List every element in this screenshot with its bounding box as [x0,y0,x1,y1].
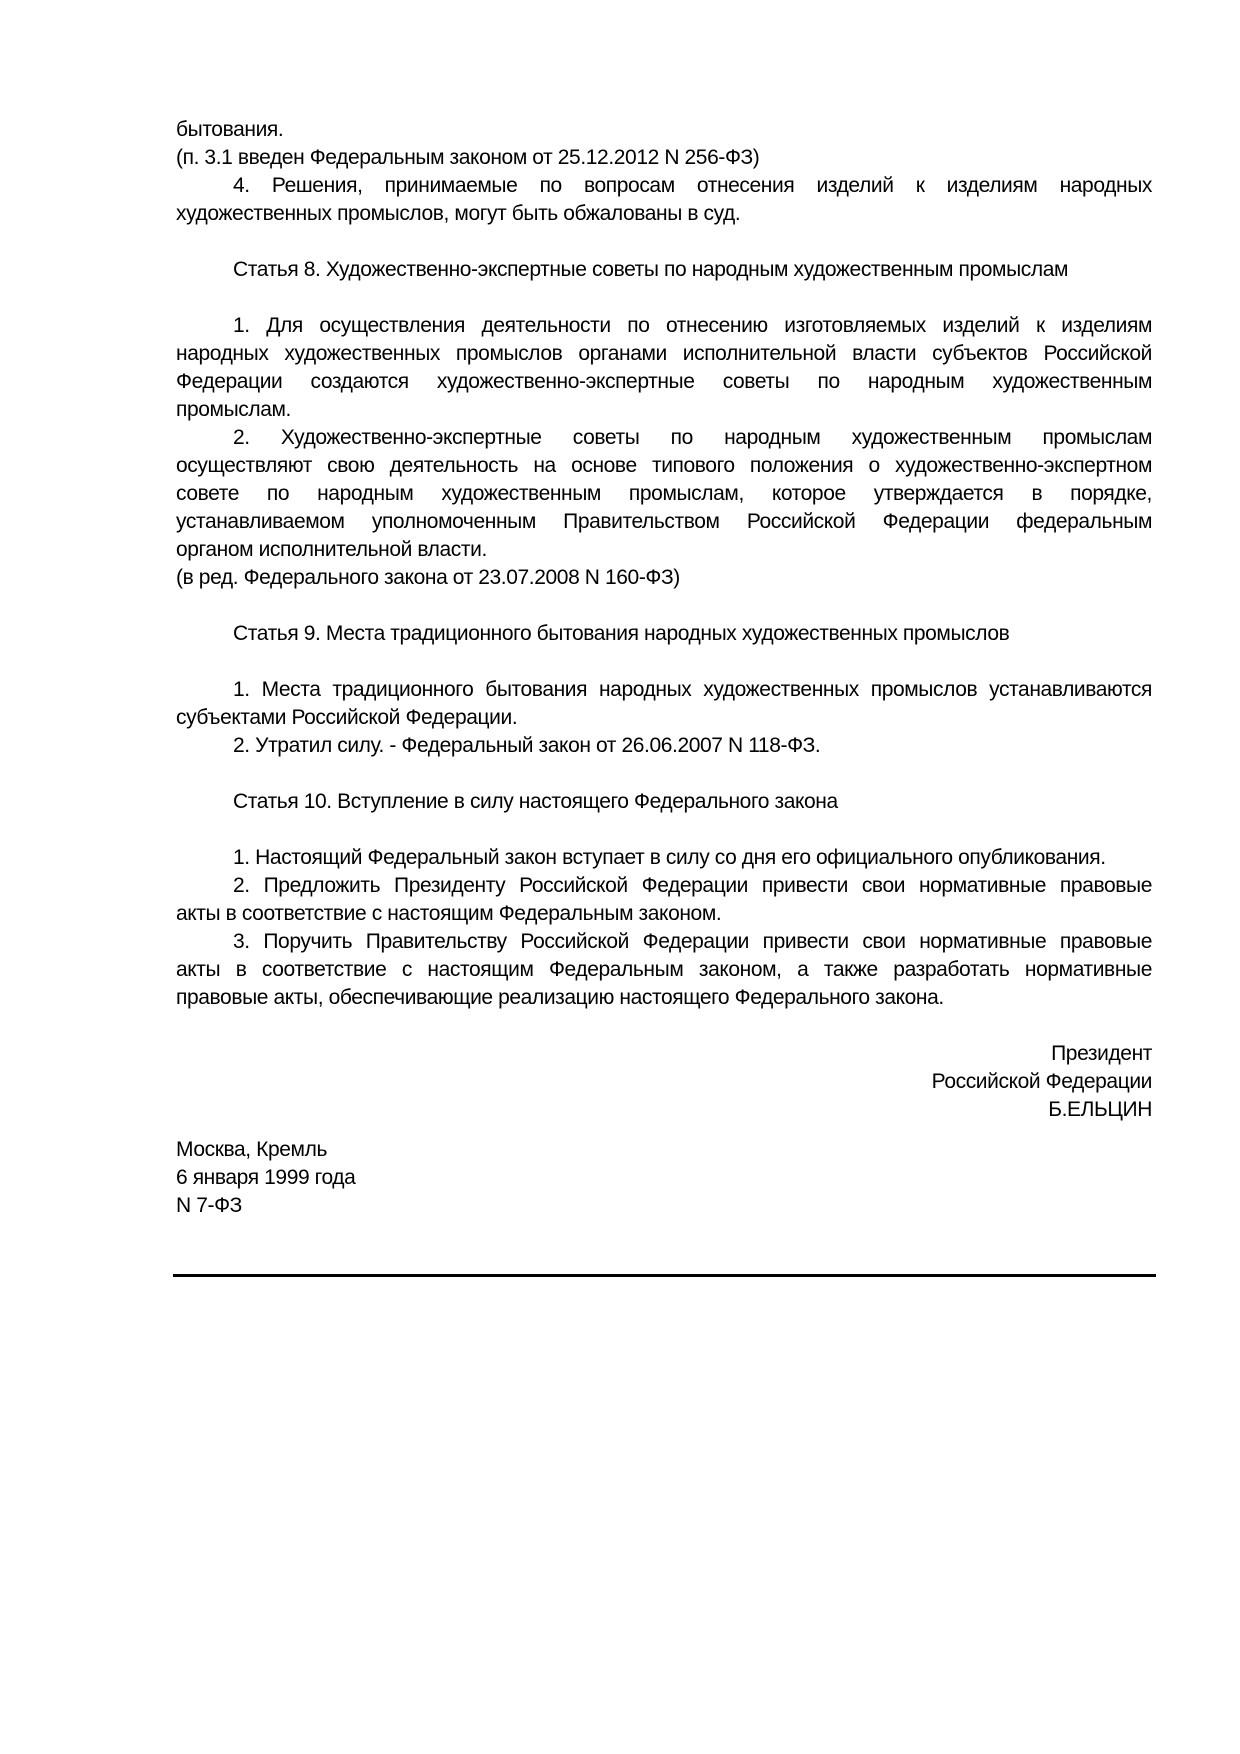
art8-clause-2-line-3: совете по народным художественным промыслам, которое утверждается в порядке, [176,482,1152,505]
amendment-note-art8: (в ред. Федерального закона от 23.07.2008 N 160-ФЗ) [176,566,680,589]
art8-clause-1-line-4: промыслам. [176,398,291,421]
article-10-heading: Статья 10. Вступление в силу настоящего Федерального закона [233,790,838,813]
art10-clause-3-line-2: акты в соответствие с настоящим Федеральным законом, а также разработать нормативные [176,958,1152,981]
article-9-heading: Статья 9. Места традиционного бытования народных художественных промыслов [233,622,1010,645]
art8-clause-1-line-1: 1. Для осуществления деятельности по отнесению изготовляемых изделий к изделиям [233,314,1152,337]
art8-clause-1-line-2: народных художественных промыслов органами исполнительной власти субъектов Российской [176,342,1152,365]
article-8-heading: Статья 8. Художественно-экспертные советы по народным художественным промыслам [233,258,1069,281]
signature-title-line-2: Российской Федерации [931,1070,1152,1093]
divider-line [173,1274,1156,1277]
date-line: 6 января 1999 года [176,1166,356,1189]
blank-line [176,816,1152,844]
signature-name: Б.ЕЛЬЦИН [1048,1098,1152,1121]
clause-4-line-2: художественных промыслов, могут быть обжалованы в суд. [176,202,741,225]
art10-clause-3-line-3: правовые акты, обеспечивающие реализацию настоящего Федерального закона. [176,986,944,1009]
art9-clause-2: 2. Утратил силу. - Федеральный закон от 26.06.2007 N 118-ФЗ. [233,734,821,757]
art8-clause-1-line-3: Федерации создаются художественно-экспертные советы по народным художественным [176,370,1152,393]
blank-line [176,284,1152,312]
signature-title-line-1: Президент [1051,1042,1152,1065]
clause-4-line-1: 4. Решения, принимаемые по вопросам отнесения изделий к изделиям народных [233,174,1152,197]
art10-clause-2-line-2: акты в соответствие с настоящим Федеральным законом. [176,902,722,925]
place-line: Москва, Кремль [176,1138,327,1161]
document-body [176,116,1152,1220]
blank-line [176,760,1152,788]
blank-line-small [176,1124,1152,1136]
carryover-paragraph-tail: бытования. [176,118,284,141]
art8-clause-2-line-2: осуществляют свою деятельность на основе типового положения о художественно-экспертном [176,454,1152,477]
art9-clause-1-line-2: субъектами Российской Федерации. [176,706,518,729]
art10-clause-3-line-1: 3. Поручить Правительству Российской Федерации привести свои нормативные правовые [233,930,1152,953]
art9-clause-1-line-1: 1. Места традиционного бытования народных художественных промыслов устанавливаются [233,678,1152,701]
blank-line [176,228,1152,256]
blank-line [176,1012,1152,1040]
amendment-note-p31: (п. 3.1 введен Федеральным законом от 25.12.2012 N 256-ФЗ) [176,146,760,169]
blank-line [176,592,1152,620]
blank-line [176,648,1152,676]
art8-clause-2-line-5: органом исполнительной власти. [176,538,487,561]
art8-clause-2-line-4: устанавливаемом уполномоченным Правительством Российской Федерации федеральным [176,510,1152,533]
art10-clause-2-line-1: 2. Предложить Президенту Российской Федерации привести свои нормативные правовые [233,874,1152,897]
art10-clause-1: 1. Настоящий Федеральный закон вступает в силу со дня его официального опубликования. [233,846,1106,869]
art8-clause-2-line-1: 2. Художественно-экспертные советы по народным художественным промыслам [233,426,1152,449]
law-number-line: N 7-ФЗ [176,1194,242,1217]
